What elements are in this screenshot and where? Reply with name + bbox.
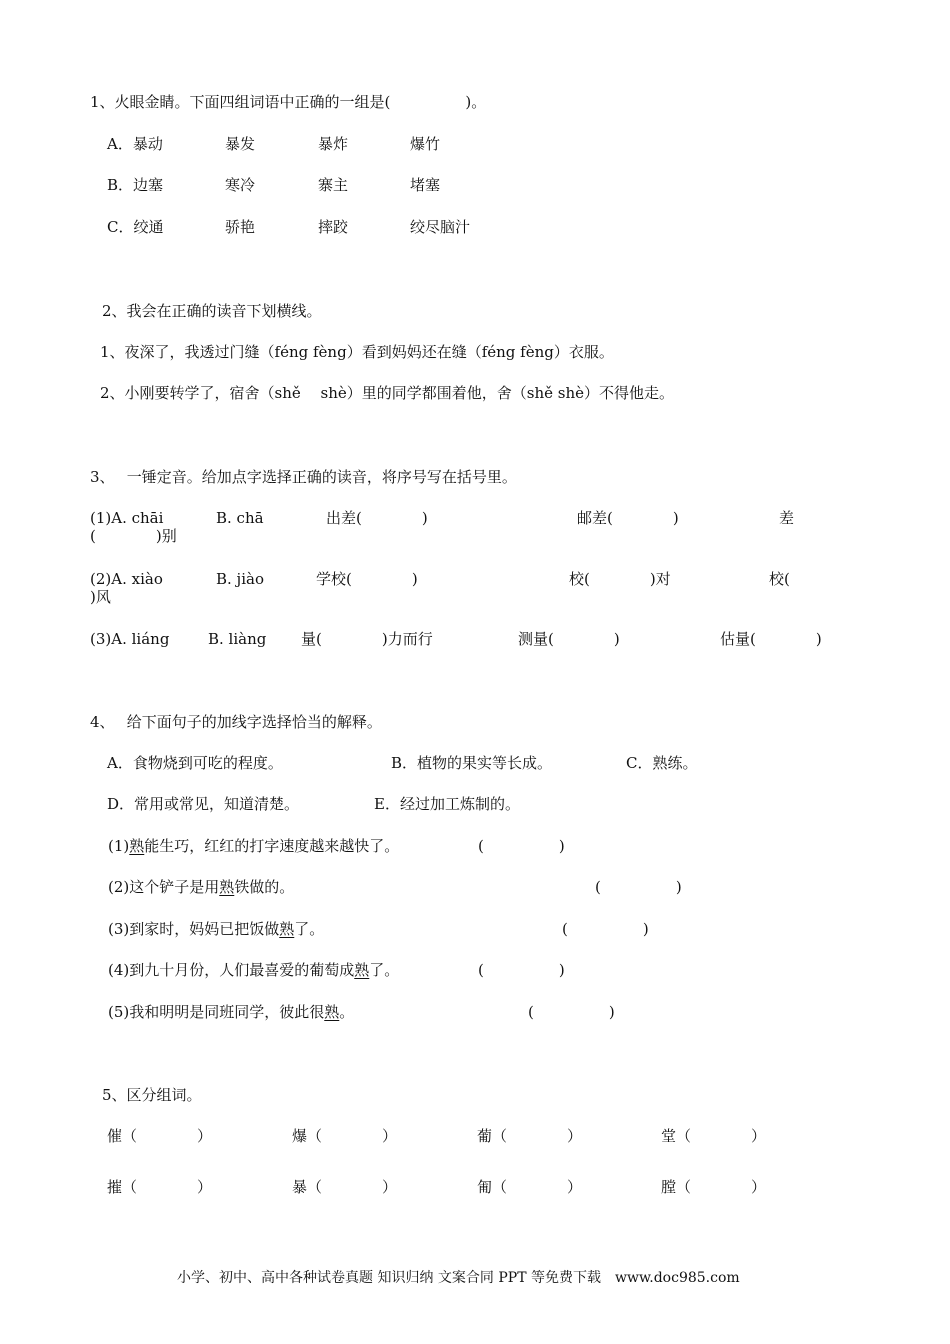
q3-r3-c1: 量( )力而行 xyxy=(301,630,433,648)
underlined-char: 熟 xyxy=(219,878,235,896)
underlined-char: 熟 xyxy=(279,920,295,938)
q3-r2-a: (2)A. xiào xyxy=(90,570,163,588)
q5-item: 暴（ ） xyxy=(292,1178,398,1196)
q5-title: 5、区分组词。 xyxy=(102,1086,202,1104)
q3-r3-c2: 测量( ) xyxy=(518,630,620,648)
q5-item: 摧（ ） xyxy=(107,1178,213,1196)
q4-blank-2[interactable]: ( ) xyxy=(595,878,682,896)
q2-sentence-1: 1、夜深了，我透过门缝（féng fèng）看到妈妈还在缝（féng fèng）衣服。 xyxy=(100,343,614,361)
q1-word: 暴炸 xyxy=(318,135,349,153)
q1-word: 骄艳 xyxy=(225,218,256,236)
q3-r1-c3: 差 xyxy=(779,509,795,527)
q4-option-c: C．熟练。 xyxy=(626,754,698,772)
q3-r1-c2: 邮差( ) xyxy=(577,509,679,527)
q4-title: 4、 给下面句子的加线字选择恰当的解释。 xyxy=(90,713,382,731)
q2-sentence-2: 2、小刚要转学了，宿舍（shě shè）里的同学都围着他，舍（shě shè）不得他走。 xyxy=(100,384,675,402)
underlined-char: 熟 xyxy=(129,837,145,855)
q1-word: 暴发 xyxy=(225,135,256,153)
q3-r1-c3b: ( )别 xyxy=(90,527,177,545)
q5-item: 堂（ ） xyxy=(661,1127,767,1145)
q5-item: 膛（ ） xyxy=(661,1178,767,1196)
q4-sentence-5: (5)我和明明是同班同学，彼此很熟。 xyxy=(108,1003,355,1021)
q4-blank-4[interactable]: ( ) xyxy=(478,961,565,979)
q4-sentence-4: (4)到九十月份，人们最喜爱的葡萄成熟了。 xyxy=(108,961,400,979)
q1-option-b: B．边塞 xyxy=(107,176,164,194)
q5-item: 催（ ） xyxy=(107,1127,213,1145)
q3-r3-a: (3)A. liáng xyxy=(90,630,170,648)
q3-title: 3、 一锤定音。给加点字选择正确的读音，将序号写在括号里。 xyxy=(90,468,517,486)
q3-r3-b: B. liàng xyxy=(208,630,267,648)
q3-r3-c3: 估量( ) xyxy=(720,630,822,648)
q1-word: 爆竹 xyxy=(410,135,441,153)
q1-word: 摔跤 xyxy=(318,218,349,236)
q3-r1-a: (1)A. chāi xyxy=(90,509,164,527)
q3-r1-c1: 出差( ) xyxy=(326,509,428,527)
q4-option-d: D．常用或常见，知道清楚。 xyxy=(107,795,300,813)
q1-title: 1、火眼金睛。下面四组词语中正确的一组是( )。 xyxy=(90,93,487,111)
q1-word: 寨主 xyxy=(318,176,349,194)
q3-r2-c2: 校( )对 xyxy=(569,570,671,588)
q1-word: 寒冷 xyxy=(225,176,256,194)
q1-option-a: A．暴动 xyxy=(107,135,163,153)
q5-item: 葡（ ） xyxy=(477,1127,583,1145)
q1-option-c: C．绞通 xyxy=(107,218,164,236)
q3-r2-c1: 学校( ) xyxy=(316,570,418,588)
q4-blank-5[interactable]: ( ) xyxy=(528,1003,615,1021)
q3-r2-b: B. jiào xyxy=(216,570,264,588)
q5-item: 爆（ ） xyxy=(292,1127,398,1145)
q5-item: 匍（ ） xyxy=(477,1178,583,1196)
q3-r2-c3: 校( xyxy=(769,570,790,588)
q4-option-e: E．经过加工炼制的。 xyxy=(374,795,520,813)
q4-sentence-1: (1)熟能生巧，红红的打字速度越来越快了。 xyxy=(108,837,400,855)
q4-option-b: B．植物的果实等长成。 xyxy=(391,754,553,772)
q3-r2-c3b: )风 xyxy=(90,588,111,606)
q1-word: 绞尽脑汁 xyxy=(410,218,471,236)
q4-sentence-3: (3)到家时，妈妈已把饭做熟了。 xyxy=(108,920,325,938)
q4-option-a: A．食物烧到可吃的程度。 xyxy=(107,754,283,772)
q4-sentence-2: (2)这个铲子是用熟铁做的。 xyxy=(108,878,295,896)
underlined-char: 熟 xyxy=(354,961,370,979)
q2-title: 2、我会在正确的读音下划横线。 xyxy=(102,302,322,320)
q4-blank-1[interactable]: ( ) xyxy=(478,837,565,855)
q3-r1-b: B. chā xyxy=(216,509,264,527)
underlined-char: 熟 xyxy=(324,1003,340,1021)
q4-blank-3[interactable]: ( ) xyxy=(562,920,649,938)
q1-word: 堵塞 xyxy=(410,176,441,194)
page-footer: 小学、初中、高中各种试卷真题 知识归纳 文案合同 PPT 等免费下载 www.doc985.com xyxy=(177,1270,740,1286)
